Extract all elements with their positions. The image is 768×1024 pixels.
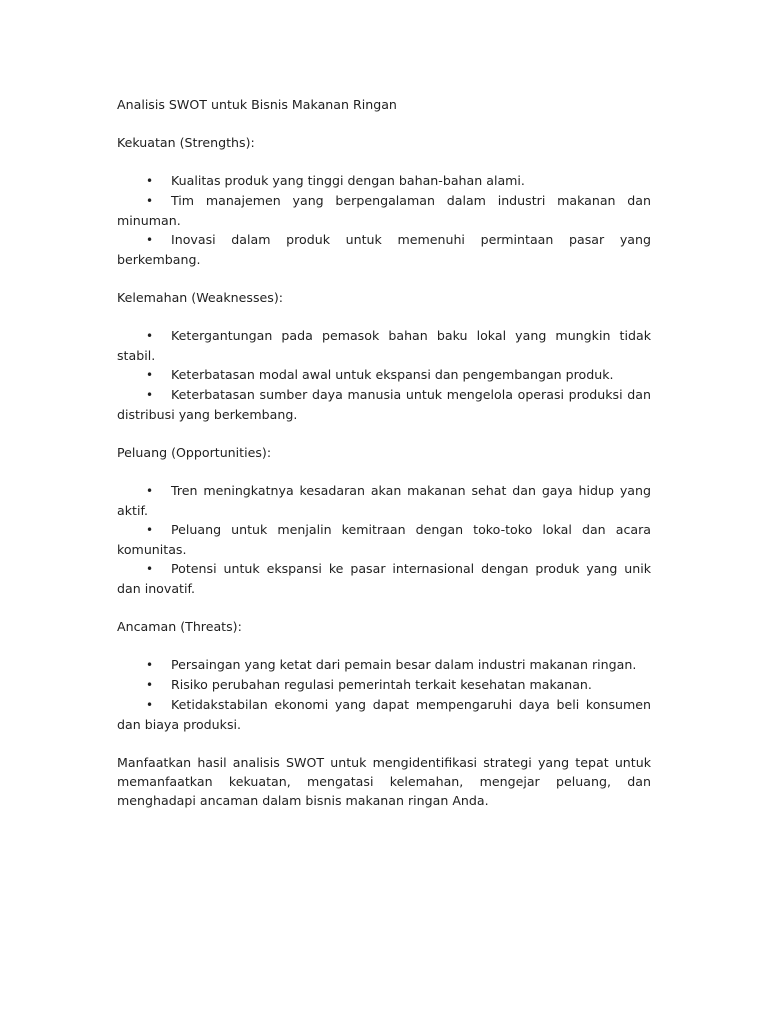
section-heading-threats: Ancaman (Threats): [117, 619, 242, 634]
bullet-icon: • [146, 484, 154, 498]
section-heading-strengths: Kekuatan (Strengths): [117, 135, 255, 150]
section-heading-weaknesses: Kelemahan (Weaknesses): [117, 290, 283, 305]
list-item [117, 559, 651, 598]
list-item [117, 385, 651, 424]
bullet-icon: • [146, 329, 154, 343]
bullet-icon: • [146, 368, 154, 382]
bullet-icon: • [146, 194, 154, 208]
opportunities-list [117, 481, 651, 598]
bullet-icon: • [146, 174, 154, 188]
section-heading-opportunities: Peluang (Opportunities): [117, 445, 272, 460]
list-item [117, 171, 651, 191]
bullet-icon: • [146, 698, 154, 712]
list-item [117, 675, 651, 695]
list-item [117, 520, 651, 559]
bullet-icon: • [146, 562, 154, 576]
list-item-text: Tim manajemen yang berpengalaman dalam industri makanan dan minuman. [117, 193, 651, 228]
strengths-list [117, 171, 651, 269]
document-title: Analisis SWOT untuk Bisnis Makanan Ringan [117, 97, 397, 112]
weaknesses-list [117, 326, 651, 424]
list-item-text: Tren meningkatnya kesadaran akan makanan sehat dan gaya hidup yang aktif. [117, 483, 651, 518]
list-item-text: Ketidakstabilan ekonomi yang dapat mempengaruhi daya beli konsumen dan biaya produksi. [117, 697, 651, 732]
list-item-text: Ketergantungan pada pemasok bahan baku lokal yang mungkin tidak stabil. [117, 328, 651, 363]
list-item-text: Kualitas produk yang tinggi dengan bahan-bahan alami. [171, 173, 525, 188]
list-item-text: Persaingan yang ketat dari pemain besar dalam industri makanan ringan. [171, 657, 637, 672]
bullet-icon: • [146, 658, 154, 672]
list-item-text: Keterbatasan sumber daya manusia untuk mengelola operasi produksi dan distribusi yang berkembang. [117, 387, 651, 422]
bullet-icon: • [146, 678, 154, 692]
list-item [117, 655, 651, 675]
list-item [117, 481, 651, 520]
closing-paragraph: Manfaatkan hasil analisis SWOT untuk mengidentifikasi strategi yang tepat untuk memanfaatkan kekuatan, mengatasi kelemahan, mengejar peluang, dan menghadapi ancaman dalam bisnis makanan ringan Anda. [117, 755, 651, 808]
document-body [117, 95, 651, 810]
list-item-text: Potensi untuk ekspansi ke pasar internasional dengan produk yang unik dan inovatif. [117, 561, 651, 596]
bullet-icon: • [146, 523, 154, 537]
list-item-text: Peluang untuk menjalin kemitraan dengan toko-toko lokal dan acara komunitas. [117, 522, 651, 557]
bullet-icon: • [146, 233, 154, 247]
bullet-icon: • [146, 388, 154, 402]
list-item-text: Inovasi dalam produk untuk memenuhi permintaan pasar yang berkembang. [117, 232, 651, 267]
threats-list [117, 655, 651, 734]
list-item-text: Keterbatasan modal awal untuk ekspansi dan pengembangan produk. [171, 367, 614, 382]
list-item-text: Risiko perubahan regulasi pemerintah terkait kesehatan makanan. [171, 677, 592, 692]
list-item [117, 230, 651, 269]
list-item [117, 326, 651, 365]
list-item [117, 365, 651, 385]
list-item [117, 695, 651, 734]
list-item [117, 191, 651, 230]
